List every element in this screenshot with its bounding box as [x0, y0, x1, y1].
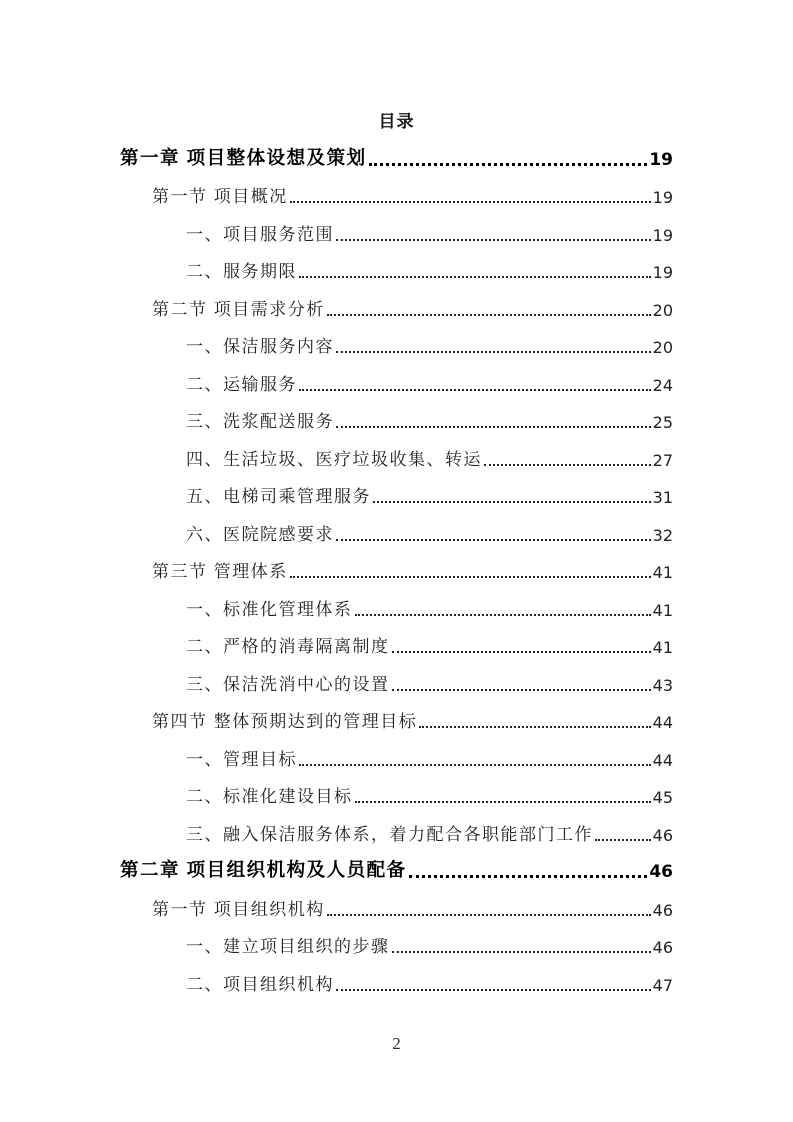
dot-leader	[336, 333, 651, 353]
toc-entry-item[interactable]	[186, 221, 673, 245]
toc-entry-item[interactable]	[186, 408, 673, 432]
toc-entry-page: 19	[652, 226, 673, 245]
dot-leader	[336, 521, 651, 541]
toc-entry-item[interactable]	[186, 333, 673, 357]
toc-entry-page: 43	[652, 676, 673, 695]
toc-entry-label: 第二节 项目需求分析	[152, 300, 325, 319]
toc-entry-page: 20	[652, 301, 673, 320]
toc-entry-item[interactable]	[186, 633, 673, 657]
dot-leader	[290, 183, 651, 203]
dot-leader	[392, 633, 651, 653]
dot-leader	[336, 971, 651, 991]
toc-entry-section[interactable]	[152, 183, 673, 207]
dot-leader	[336, 221, 651, 241]
dot-leader	[409, 857, 648, 878]
toc-entry-label: 一、保洁服务内容	[186, 337, 334, 356]
toc-entry-label: 一、标准化管理体系	[186, 600, 353, 619]
dot-leader	[299, 746, 651, 766]
toc-entry-page: 47	[652, 976, 673, 995]
toc-entry-label: 二、标准化建设目标	[186, 787, 353, 806]
toc-entry-label: 第一节 项目概况	[152, 187, 288, 206]
toc-entry-section[interactable]	[152, 558, 673, 582]
toc-title: 目录	[378, 112, 415, 131]
toc-entry-item[interactable]	[186, 596, 673, 620]
toc-entry-page: 46	[652, 938, 673, 957]
dot-leader	[392, 671, 651, 691]
toc-entry-label: 二、严格的消毒隔离制度	[186, 637, 390, 656]
toc-entry-label: 第一章 项目整体设想及策划	[120, 147, 367, 168]
toc-entry-label: 三、保洁洗消中心的设置	[186, 675, 390, 694]
toc-entry-page: 46	[652, 826, 673, 845]
toc-entry-page: 46	[649, 862, 673, 882]
dot-leader	[327, 296, 651, 316]
toc-entry-item[interactable]	[186, 483, 673, 507]
toc-entry-label: 三、融入保洁服务体系，着力配合各职能部门工作	[186, 825, 593, 844]
dot-leader	[355, 596, 651, 616]
toc-entry-item[interactable]	[186, 258, 673, 282]
toc-entry-item[interactable]	[186, 371, 673, 395]
dot-leader	[336, 408, 651, 428]
toc-entry-chapter[interactable]	[120, 146, 673, 170]
toc-entry-item[interactable]	[186, 933, 673, 957]
toc-entry-page: 19	[652, 188, 673, 207]
toc-entry-page: 20	[652, 338, 673, 357]
dot-leader	[373, 483, 651, 503]
dot-leader	[419, 708, 650, 728]
toc-entry-item[interactable]	[186, 521, 673, 545]
toc-entry-item[interactable]	[186, 746, 673, 770]
toc-entry-page: 24	[652, 376, 673, 395]
dot-leader	[369, 145, 648, 166]
toc-entry-page: 19	[649, 150, 673, 170]
toc-entry-page: 46	[652, 901, 673, 920]
toc-entry-page: 19	[652, 263, 673, 282]
toc-entry-label: 二、服务期限	[186, 262, 297, 281]
toc-entry-item[interactable]	[186, 446, 673, 470]
toc-entry-label: 一、项目服务范围	[186, 225, 334, 244]
toc-entry-page: 41	[652, 563, 673, 582]
toc-entry-label: 二、项目组织机构	[186, 975, 334, 994]
toc-entry-section[interactable]	[152, 296, 673, 320]
toc-entry-section[interactable]	[152, 708, 673, 732]
toc-entry-item[interactable]	[186, 671, 673, 695]
toc-entry-label: 第三节 管理体系	[152, 562, 288, 581]
toc-entry-chapter[interactable]	[120, 858, 673, 882]
toc-entry-item[interactable]	[186, 821, 673, 845]
toc-entry-page: 25	[652, 413, 673, 432]
toc-entry-page: 32	[652, 526, 673, 545]
dot-leader	[392, 933, 651, 953]
toc-entry-label: 四、生活垃圾、医疗垃圾收集、转运	[186, 450, 482, 469]
toc-entry-label: 第一节 项目组织机构	[152, 900, 325, 919]
toc-entry-page: 44	[652, 751, 673, 770]
dot-leader	[595, 821, 651, 841]
toc-entry-label: 第四节 整体预期达到的管理目标	[152, 712, 418, 731]
toc-entry-page: 45	[652, 788, 673, 807]
dot-leader	[355, 783, 651, 803]
toc-entry-item[interactable]	[186, 971, 673, 995]
toc-entry-page: 44	[652, 713, 673, 732]
toc-entry-label: 第二章 项目组织机构及人员配备	[120, 859, 407, 880]
toc-entry-label: 一、建立项目组织的步骤	[186, 937, 390, 956]
toc-entry-page: 27	[652, 451, 673, 470]
toc-entry-page: 31	[652, 488, 673, 507]
toc-entry-label: 一、管理目标	[186, 750, 297, 769]
toc-entry-label: 六、医院院感要求	[186, 525, 334, 544]
dot-leader	[299, 371, 651, 391]
page-number: 2	[392, 1034, 401, 1053]
toc-entry-page: 41	[652, 601, 673, 620]
toc-entry-label: 二、运输服务	[186, 375, 297, 394]
toc-entry-label: 三、洗浆配送服务	[186, 412, 334, 431]
dot-leader	[327, 896, 651, 916]
toc-entry-label: 五、电梯司乘管理服务	[186, 487, 371, 506]
dot-leader	[290, 558, 651, 578]
dot-leader	[484, 446, 651, 466]
toc-entry-item[interactable]	[186, 783, 673, 807]
toc-entry-page: 41	[652, 638, 673, 657]
dot-leader	[299, 258, 651, 278]
toc-entry-section[interactable]	[152, 896, 673, 920]
